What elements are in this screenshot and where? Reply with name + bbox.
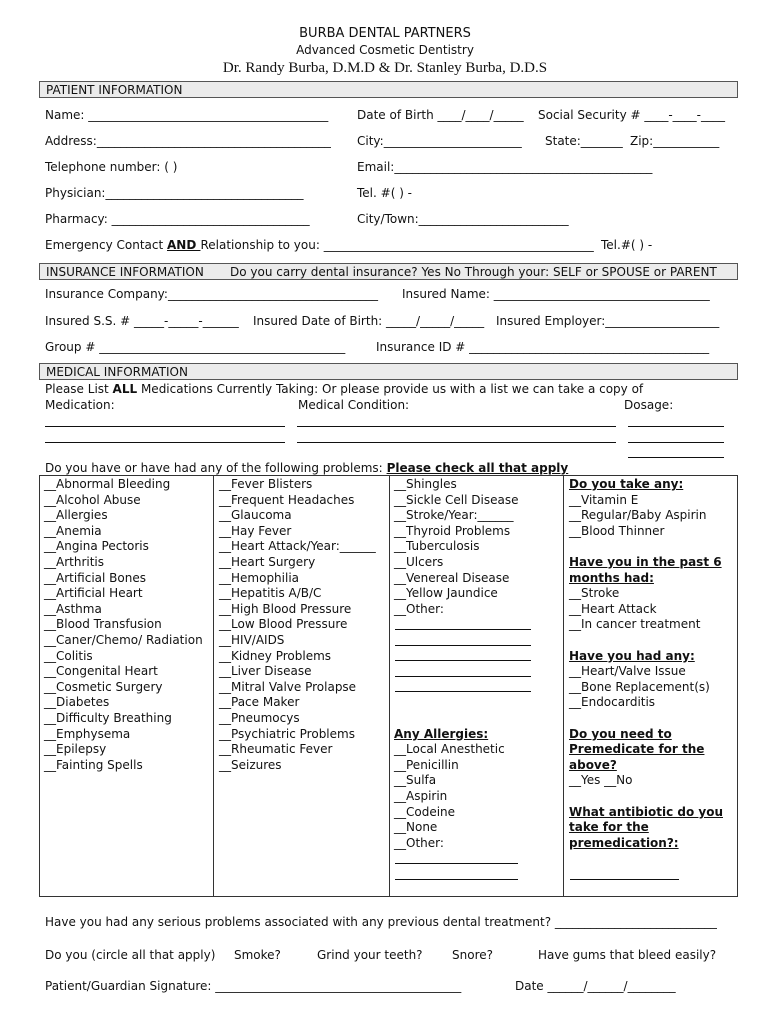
premedicate-yes-no[interactable]: __Yes __No (569, 773, 633, 788)
antibiotic-header-2: take for the (569, 820, 649, 835)
condition-checkbox[interactable]: __Heart Attack/Year:______ (219, 539, 376, 554)
date-field[interactable]: Date ______/______/________ (515, 979, 676, 993)
insurance-company-field[interactable]: Insurance Company:___________________________________ (45, 287, 378, 301)
condition-checkbox[interactable]: __Mitral Valve Prolapse (219, 679, 357, 694)
medication-label: Medication: (45, 398, 115, 412)
condition-checkbox[interactable]: __Difficulty Breathing (44, 711, 172, 725)
condition-checkbox[interactable]: __Liver Disease (219, 664, 312, 679)
condition-checkbox[interactable]: __Hay Fever (219, 523, 292, 538)
allergy-checkbox[interactable]: __Other: (394, 835, 444, 850)
insurance-question: Do you carry dental insurance? Yes No Through your: SELF or SPOUSE or PARENT (230, 265, 717, 279)
condition-checkbox[interactable]: __Tuberculosis (394, 539, 480, 554)
condition-line-1[interactable] (297, 426, 616, 427)
medication-checkbox[interactable]: __Regular/Baby Aspirin (569, 508, 707, 523)
premedicate-header-2: Premedicate for the (569, 742, 705, 757)
condition-checkbox[interactable]: __Hepatitis A/B/C (219, 586, 322, 601)
past-6-months-checkbox[interactable]: __Heart Attack (569, 601, 657, 616)
zip-field[interactable]: Zip:___________ (630, 134, 720, 148)
allergy-checkbox[interactable]: __Sulfa (394, 773, 437, 788)
allergies-header: Any Allergies: (394, 726, 489, 741)
antibiotic-header-3: premedication?: (569, 835, 679, 850)
insured-dob-field[interactable]: Insured Date of Birth: _____/_____/_____ (253, 314, 485, 328)
dosage-label: Dosage: (624, 398, 674, 412)
condition-checkbox[interactable]: __Angina Pectoris (44, 539, 149, 554)
insurance-section-title: INSURANCE INFORMATION (46, 265, 204, 279)
emergency-contact-field[interactable] (45, 238, 594, 252)
past-6-months-header: Have you in the past 6 (569, 555, 722, 569)
allergy-checkbox[interactable]: __Local Anesthetic (394, 742, 505, 757)
signature-field[interactable]: Patient/Guardian Signature: _________________________________________ (45, 979, 462, 993)
insurance-section-bar (39, 263, 738, 280)
condition-checkbox[interactable]: __Seizures (219, 757, 282, 772)
emergency-label: Emergency Contact (45, 238, 167, 252)
snore-option[interactable]: Snore? (452, 948, 493, 962)
medication-line-1[interactable] (45, 426, 285, 427)
physician-tel-field[interactable]: Tel. #( ) - (357, 186, 413, 200)
dob-field[interactable]: Date of Birth ____/____/_____ (357, 108, 524, 122)
list-pre: Please List (45, 382, 113, 396)
insured-ss-field[interactable]: Insured S.S. # _____-_____-______ (45, 314, 239, 328)
condition-checkbox[interactable]: __Psychiatric Problems (219, 726, 355, 741)
city-field[interactable]: City:_______________________ (357, 134, 522, 148)
condition-checkbox[interactable]: __Other: (394, 601, 444, 616)
past-6-months-header-2: months had: (569, 570, 654, 585)
other-condition-line[interactable] (395, 676, 531, 677)
condition-checkbox[interactable]: __Glaucoma (219, 508, 292, 523)
past-6-months-checkbox[interactable]: __In cancer treatment (569, 617, 701, 632)
problems-text: Do you have or have had any of the following problems: (45, 461, 383, 475)
emergency-and: AND (167, 238, 201, 252)
condition-checkbox[interactable]: __Pneumocys (219, 711, 300, 725)
condition-checkbox[interactable]: __Heart Surgery (219, 555, 316, 569)
list-all: ALL (112, 382, 138, 396)
doctors-line: Dr. Randy Burba, D.M.D & Dr. Stanley Burba, D.D.S (222, 60, 548, 76)
premedicate-header-1: Do you need to (569, 726, 672, 741)
had-any-checkbox[interactable]: __Endocarditis (569, 695, 656, 710)
patient-section-title: PATIENT INFORMATION (46, 83, 183, 97)
grid-divider-3 (563, 476, 564, 896)
condition-checkbox[interactable]: __Venereal Disease (394, 570, 510, 585)
condition-line-2[interactable] (297, 442, 616, 443)
condition-checkbox[interactable]: __Kidney Problems (219, 648, 332, 663)
condition-checkbox[interactable]: __Congenital Heart (44, 664, 158, 679)
condition-checkbox[interactable]: __Epilepsy (44, 742, 107, 757)
medical-section-bar (39, 363, 738, 380)
had-any-checkbox[interactable]: __Bone Replacement(s) (569, 679, 710, 694)
other-condition-line[interactable] (395, 691, 531, 692)
condition-checkbox[interactable]: __Emphysema (44, 726, 131, 741)
condition-checkbox[interactable]: __HIV/AIDS (219, 633, 285, 647)
ssn-field[interactable]: Social Security # ____-____-____ (538, 108, 726, 122)
patient-section-bar (39, 81, 738, 98)
condition-checkbox[interactable]: __Yellow Jaundice (394, 586, 498, 601)
name-field[interactable]: Name: ________________________________________ (45, 108, 329, 122)
condition-checkbox[interactable]: __Anemia (44, 523, 102, 538)
condition-checkbox[interactable]: __Artificial Heart (44, 586, 143, 601)
problems-check: Please check all that apply (386, 461, 569, 475)
had-any-header: Have you had any: (569, 648, 695, 663)
city-town-field[interactable]: City/Town:_________________________ (357, 212, 569, 226)
antibiotic-line[interactable] (570, 879, 679, 880)
allergy-checkbox[interactable]: __Penicillin (394, 757, 459, 772)
condition-checkbox[interactable]: __Asthma (44, 601, 102, 616)
insurance-id-field[interactable]: Insurance ID # ________________________________________ (376, 340, 710, 354)
premedicate-header-3: above? (569, 757, 617, 772)
condition-checkbox[interactable]: __Allergies (44, 508, 108, 523)
condition-label: Medical Condition: (298, 398, 410, 412)
group-field[interactable]: Group # _________________________________________ (45, 340, 346, 354)
allergy-checkbox[interactable]: __Aspirin (394, 789, 448, 803)
grid-divider-2 (389, 476, 390, 896)
other-condition-line[interactable] (395, 660, 531, 661)
condition-checkbox[interactable]: __Pace Maker (219, 695, 300, 710)
condition-checkbox[interactable]: __High Blood Pressure (219, 601, 352, 616)
condition-checkbox[interactable]: __Thyroid Problems (394, 523, 511, 538)
state-field[interactable]: State:_______ (545, 134, 623, 148)
condition-checkbox[interactable]: __Artificial Bones (44, 570, 146, 585)
practice-name: BURBA DENTAL PARTNERS (299, 26, 471, 41)
list-post: Medications Currently Taking: Or please provide us with a list we can take a copy of (137, 382, 644, 396)
medication-checkbox[interactable]: __Vitamin E (569, 492, 639, 507)
condition-checkbox[interactable]: __Ulcers (394, 555, 444, 569)
other-allergy-line-1[interactable] (395, 863, 518, 864)
insured-name-field[interactable]: Insured Name: ____________________________________ (402, 287, 710, 301)
condition-checkbox[interactable]: __Stroke/Year:______ (394, 508, 514, 523)
other-condition-line[interactable] (395, 645, 531, 646)
condition-checkbox[interactable]: __Alcohol Abuse (44, 492, 141, 507)
past-6-months-checkbox[interactable]: __Stroke (569, 586, 620, 601)
dosage-line-1[interactable] (628, 426, 724, 427)
practice-subtitle: Advanced Cosmetic Dentistry (296, 43, 474, 57)
condition-checkbox[interactable]: __Arthritis (44, 555, 105, 569)
medication-line-2[interactable] (45, 442, 285, 443)
condition-checkbox[interactable]: __Rheumatic Fever (219, 742, 333, 757)
emergency-tel-field[interactable]: Tel.#( ) - (601, 238, 653, 252)
insured-employer-field[interactable]: Insured Employer:___________________ (496, 314, 720, 328)
smoke-option[interactable]: Smoke? (234, 948, 281, 962)
medications-instruction (45, 382, 643, 396)
condition-checkbox[interactable]: __Diabetes (44, 695, 110, 710)
telephone-field[interactable]: Telephone number: ( ) (45, 160, 178, 174)
other-condition-line[interactable] (395, 629, 531, 630)
condition-checkbox[interactable]: __Abnormal Bleeding (44, 477, 171, 491)
address-field[interactable]: Address:_______________________________________ (45, 134, 331, 148)
grind-option[interactable]: Grind your teeth? (317, 948, 423, 962)
condition-checkbox[interactable]: __Blood Transfusion (44, 617, 162, 632)
problems-question (45, 461, 568, 475)
condition-checkbox[interactable]: __Caner/Chemo/ Radiation (44, 633, 203, 647)
condition-checkbox[interactable]: __Fainting Spells (44, 757, 143, 772)
grid-divider-1 (213, 476, 214, 896)
gums-option[interactable]: Have gums that bleed easily? (538, 948, 717, 962)
had-any-checkbox[interactable]: __Heart/Valve Issue (569, 664, 686, 679)
medication-checkbox[interactable]: __Blood Thinner (569, 523, 665, 538)
condition-checkbox[interactable]: __Sickle Cell Disease (394, 492, 519, 507)
condition-checkbox[interactable]: __Hemophilia (219, 570, 300, 585)
take-any-header: Do you take any: (569, 477, 684, 491)
condition-checkbox[interactable]: __Frequent Headaches (219, 492, 355, 507)
email-field[interactable]: Email:___________________________________________ (357, 160, 653, 174)
circle-label: Do you (circle all that apply) (45, 948, 216, 962)
relationship-label: Relationship to you: _____________________________________________ (200, 238, 594, 252)
medical-section-title: MEDICAL INFORMATION (46, 365, 188, 379)
physician-field[interactable]: Physician:_________________________________ (45, 186, 304, 200)
antibiotic-header-1: What antibiotic do you (569, 804, 723, 819)
condition-checkbox[interactable]: __Cosmetic Surgery (44, 679, 163, 694)
serious-problems-field[interactable]: Have you had any serious problems associated with any previous dental treatment? ___________________________ (45, 915, 717, 929)
pharmacy-field[interactable]: Pharmacy: _________________________________ (45, 212, 310, 226)
condition-checkbox[interactable]: __Low Blood Pressure (219, 617, 348, 632)
dosage-line-3[interactable] (628, 457, 724, 458)
condition-checkbox[interactable]: __Colitis (44, 648, 93, 663)
other-allergy-line-2[interactable] (395, 879, 518, 880)
allergy-checkbox[interactable]: __None (394, 820, 438, 835)
condition-checkbox[interactable]: __Shingles (394, 477, 457, 491)
condition-checkbox[interactable]: __Fever Blisters (219, 477, 313, 491)
dosage-line-2[interactable] (628, 442, 724, 443)
allergy-checkbox[interactable]: __Codeine (394, 804, 456, 819)
